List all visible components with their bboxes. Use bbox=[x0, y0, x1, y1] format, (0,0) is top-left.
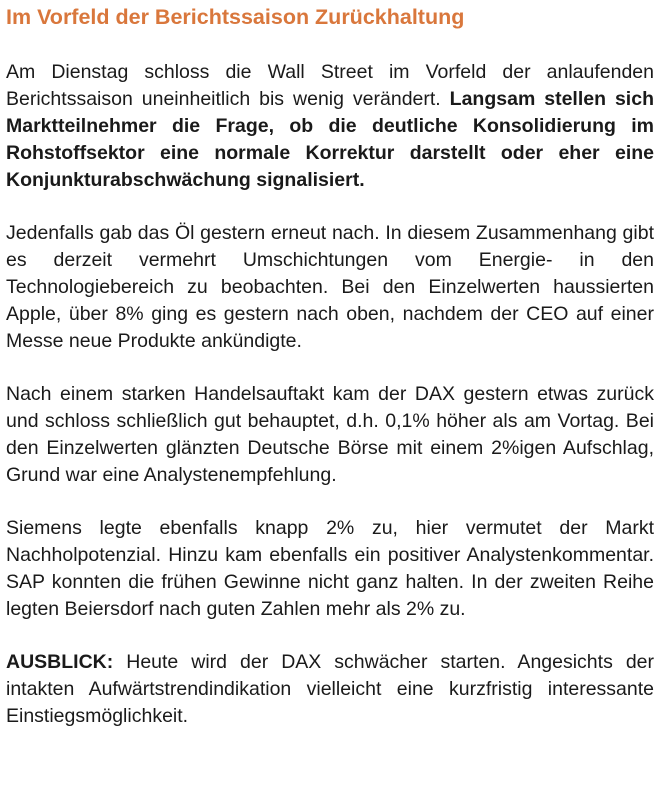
paragraph-dax: Nach einem starken Handelsauftakt kam der DAX gestern etwas zurück und schloss schließlich gut behauptet, d.h. 0,1% höher als am Vortag. Bei den Einzelwerten glänzten Deutsche Börse mit einem 2%igen Aufschlag, Grund war eine Analystenempfehlung. bbox=[6, 383, 654, 486]
paragraph-outlook bbox=[6, 649, 654, 730]
outlook-label: AUSBLICK: bbox=[6, 651, 114, 673]
paragraph-oil: Jedenfalls gab das Öl gestern erneut nach. In diesem Zusammenhang gibt es derzeit vermehrt Umschichtungen vom Energie- in den Technologiebereich zu beobachten. Bei den Einzelwerten haussierten Apple, über 8% ging es gestern nach oben, nachdem der CEO auf einer Messe neue Produkte ankündigte. bbox=[6, 222, 654, 352]
paragraph-wall-street-bold: Langsam stellen sich Marktteilnehmer die Frage, ob die deutliche Konsolidierung im Rohstoffsektor eine normale Korrektur darstellt oder eher eine Konjunkturabschwächung signalisiert. bbox=[6, 88, 654, 191]
paragraph-wall-street bbox=[6, 59, 654, 194]
outlook-text: Heute wird der DAX schwächer starten. Angesichts der intakten Aufwärtstrendindikation vielleicht eine kurzfristig interessante Einstiegsmöglichkeit. bbox=[6, 651, 654, 727]
page-title: Im Vorfeld der Berichtssaison Zurückhaltung bbox=[6, 5, 465, 29]
paragraph-siemens: Siemens legte ebenfalls knapp 2% zu, hier vermutet der Markt Nachholpotenzial. Hinzu kam ebenfalls ein positiver Analystenkommentar. SAP konnten die frühen Gewinne nicht ganz halten. In der zweiten Reihe legten Beiersdorf nach guten Zahlen mehr als 2% zu. bbox=[6, 517, 654, 620]
document bbox=[6, 3, 654, 730]
paragraph-wall-street-text: Am Dienstag schloss die Wall Street im Vorfeld der anlaufenden Berichtssaison uneinheitlich bis wenig verändert. bbox=[6, 61, 654, 110]
